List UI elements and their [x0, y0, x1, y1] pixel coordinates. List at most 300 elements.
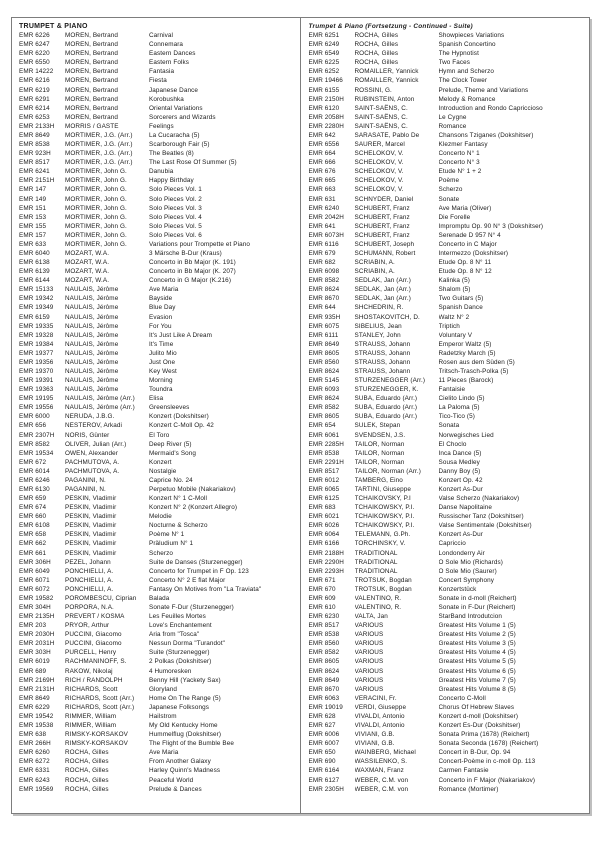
piece-title: It's Time — [149, 340, 174, 348]
catalog-number: EMR 157 — [19, 231, 47, 239]
list-item — [19, 340, 297, 349]
catalog-number: EMR 2290H — [308, 558, 344, 566]
piece-title: Konzert Op. 42 — [438, 476, 483, 484]
list-item — [309, 521, 587, 530]
piece-title: Valse Sentimentale (Dokshitser) — [438, 522, 532, 530]
piece-title: Just One — [149, 358, 176, 366]
composer-name: MORTIMER, John G. — [65, 195, 127, 203]
catalog-number: EMR 19356 — [19, 358, 54, 366]
piece-title: Etude Op. 8 N° 11 — [438, 259, 492, 267]
composer-name: VIVIANI, G.B. — [354, 731, 395, 739]
piece-title: Sorcerers and Wizards — [149, 113, 216, 121]
list-item — [19, 276, 297, 285]
piece-title: Concerto in Bb Major (K. 207) — [149, 268, 236, 276]
list-item — [309, 485, 587, 494]
piece-title: Chorus Of Hebrew Slaves — [438, 703, 515, 711]
composer-name: MORTIMER, John G. — [65, 204, 127, 212]
catalog-number: EMR 6065 — [308, 486, 340, 493]
list-item — [309, 721, 587, 730]
list-item — [309, 322, 587, 331]
composer-name: RAKOW, Nikolaj — [65, 667, 113, 675]
composer-name: ROCHA, Gilles — [65, 776, 109, 784]
composer-name: STURZENEGGER, K. — [354, 386, 419, 394]
composer-name: STRAUSS, Johann — [354, 367, 411, 375]
composer-name: NAULAIS, Jérôme — [65, 304, 119, 312]
composer-name: SVENDSEN, J.S. — [354, 431, 406, 439]
piece-title: Hymn and Scherzo — [438, 68, 495, 76]
composer-name: PESKIN, Vladimir — [65, 504, 117, 512]
piece-title: La Paloma (5) — [438, 404, 480, 412]
composer-name: TELEMANN, G.Ph. — [354, 531, 411, 539]
catalog-number: EMR 8605 — [308, 413, 340, 421]
catalog-number: EMR 19349 — [19, 304, 54, 312]
composer-name: MORTIMER, John G. — [65, 186, 127, 194]
composer-name: SAINT-SAËNS, C. — [354, 122, 408, 130]
list-item — [309, 639, 587, 648]
catalog-number: EMR 633 — [19, 240, 47, 248]
catalog-number: EMR 6247 — [19, 41, 50, 49]
list-item — [309, 67, 587, 76]
piece-title: Toundra — [149, 386, 173, 394]
composer-name: RIMSKY-KORSAKOV — [65, 740, 128, 748]
list-item — [19, 549, 297, 558]
composer-name: SCRIABIN, A. — [354, 268, 395, 276]
piece-title: Concerto C-Moll — [438, 694, 486, 702]
piece-title: For You — [149, 322, 172, 330]
composer-name: MOZART, W.A. — [65, 277, 110, 285]
list-item — [19, 739, 297, 748]
list-item — [309, 549, 587, 558]
list-item — [19, 349, 297, 358]
catalog-number: EMR 8582 — [308, 649, 340, 657]
catalog-number: EMR 19534 — [19, 449, 54, 457]
list-item — [19, 303, 297, 312]
composer-name: TRADITIONAL — [354, 567, 398, 575]
catalog-number: EMR 19377 — [19, 349, 54, 357]
piece-title: Klezmer Fantasy — [438, 141, 488, 149]
piece-title: Triptich — [438, 322, 460, 330]
list-item — [309, 558, 587, 567]
composer-name: PESKIN, Vladimir — [65, 495, 117, 503]
list-item — [309, 49, 587, 58]
list-item — [19, 122, 297, 131]
catalog-number: EMR 2169H — [19, 676, 55, 684]
piece-title: Melodie — [149, 513, 172, 521]
composer-name: ROCHA, Gilles — [65, 767, 109, 775]
catalog-number: EMR 8582 — [308, 277, 340, 285]
composer-name: MOREN, Bertrand — [65, 95, 118, 103]
list-item — [309, 158, 587, 167]
composer-name: SEDLAK, Jan (Arr.) — [354, 277, 411, 285]
piece-title: Aria from "Tosca" — [149, 631, 200, 639]
piece-title: Waltz N° 2 — [438, 313, 470, 321]
piece-title: Capriccio — [438, 540, 466, 548]
composer-name: SCHUBERT, Joseph — [354, 240, 415, 248]
catalog-number: EMR 663 — [308, 186, 336, 194]
list-item — [309, 176, 587, 185]
piece-title: Konzert N° 1 C-Moll — [149, 495, 208, 503]
piece-title: Sonate in d-moll (Reichert) — [438, 594, 517, 602]
piece-title: Concerto N° 2 E flat Major — [149, 576, 226, 584]
list-item — [19, 748, 297, 757]
piece-title: Connemara — [149, 41, 184, 49]
list-item — [309, 240, 587, 249]
composer-name: PUCCINI, Giacomo — [65, 631, 122, 639]
piece-title: Carmen Fantasie — [438, 767, 489, 775]
piece-title: Greatest Hits Volume 1 (5) — [438, 622, 516, 630]
list-item — [309, 412, 587, 421]
composer-name: RIMMER, William — [65, 712, 117, 720]
list-item — [309, 730, 587, 739]
composer-name: WEBER, C.M. von — [354, 776, 409, 784]
piece-title: Benny Hill (Yackety Sax) — [149, 676, 221, 684]
catalog-number: EMR 6073H — [308, 231, 344, 239]
piece-title: Die Forelle — [438, 213, 471, 221]
piece-title: Romance (Mortimer) — [438, 785, 499, 793]
composer-name: NAULAIS, Jérôme — [65, 358, 119, 366]
catalog-number: EMR 6331 — [19, 767, 50, 775]
piece-title: Solo Pieces Vol. 4 — [149, 213, 202, 221]
piece-title: Danubia — [149, 168, 174, 176]
piece-title: Konzert d-moll (Dokshitser) — [438, 712, 519, 720]
piece-title: Fantaisie — [438, 386, 466, 394]
piece-title: Caprice No. 24 — [149, 476, 193, 484]
catalog-number: EMR 631 — [308, 195, 336, 203]
composer-name: PREVERT / KOSMA — [65, 613, 125, 621]
list-item — [309, 630, 587, 639]
catalog-number: EMR 2030H — [19, 631, 55, 639]
list-item — [309, 694, 587, 703]
catalog-number: EMR 682 — [308, 259, 336, 267]
catalog-number: EMR 6040 — [19, 249, 50, 257]
catalog-number: EMR 6214 — [19, 104, 50, 112]
list-item — [19, 113, 297, 122]
piece-title: Prelude, Theme and Variations — [438, 86, 529, 94]
composer-name: PURCELL, Henry — [65, 649, 117, 657]
list-item — [309, 285, 587, 294]
piece-title: Konzert As-Dur — [438, 486, 483, 493]
piece-title: El Choclo — [438, 440, 467, 448]
composer-name: PAGANINI, N. — [65, 476, 106, 484]
composer-name: NORIS, Günter — [65, 431, 110, 439]
piece-title: The Flight of the Bumble Bee — [149, 740, 234, 748]
catalog-number: EMR 19538 — [19, 722, 54, 730]
composer-name: NAULAIS, Jérôme (Arr.) — [65, 404, 135, 412]
composer-name: SCHUBERT, Franz — [354, 213, 410, 221]
piece-title: Solo Pieces Vol. 1 — [149, 186, 202, 194]
list-item — [19, 485, 297, 494]
piece-title: Japanese Folksongs — [149, 703, 209, 711]
list-item — [309, 149, 587, 158]
list-item — [19, 322, 297, 331]
piece-title: Rosen aus dem Süden (5) — [438, 358, 515, 366]
piece-title: Norwegisches Lied — [438, 431, 494, 439]
composer-name: TROTSUK, Bogdan — [354, 576, 412, 584]
piece-title: Japanese Dance — [149, 86, 199, 94]
composer-name: NAULAIS, Jérôme — [65, 349, 119, 357]
piece-title: The Clock Tower — [438, 77, 488, 85]
list-item — [309, 331, 587, 340]
list-item — [19, 630, 297, 639]
piece-title: Home On The Range (5) — [149, 694, 221, 702]
composer-name: ROSSINI, G. — [354, 86, 392, 94]
catalog-number: EMR 19195 — [19, 395, 54, 403]
composer-name: NAULAIS, Jérôme — [65, 286, 119, 294]
composer-name: PESKIN, Vladimir — [65, 513, 117, 521]
piece-title: Konzert N° 2 (Konzert Allegro) — [149, 504, 238, 512]
piece-title: Voluntary V — [438, 331, 473, 339]
catalog-number: EMR 155 — [19, 222, 47, 230]
list-item — [309, 195, 587, 204]
list-item — [309, 394, 587, 403]
catalog-number: EMR 671 — [308, 576, 336, 584]
catalog-number: EMR 690 — [308, 758, 336, 766]
piece-title: StarBand Introdutcion — [438, 613, 502, 621]
catalog-number: EMR 2188H — [308, 549, 344, 557]
composer-name: MOREN, Bertrand — [65, 113, 118, 121]
piece-title: Ave Maria — [149, 286, 179, 294]
catalog-number: EMR 6226 — [19, 32, 50, 40]
catalog-number: EMR 642 — [308, 131, 336, 139]
composer-name: RICHARDS, Scott (Arr.) — [65, 703, 135, 711]
piece-title: Korobushka — [149, 95, 184, 103]
piece-title: Greensleeves — [149, 404, 190, 412]
composer-name: ROCHA, Gilles — [354, 32, 399, 40]
composer-name: ROMAILLER, Yannick — [354, 77, 419, 85]
piece-title: Suite (Sturzenegger) — [149, 649, 210, 657]
list-item — [309, 539, 587, 548]
catalog-number: EMR 6249 — [308, 41, 340, 49]
catalog-number: EMR 6000 — [19, 413, 50, 421]
catalog-number: EMR 8560 — [308, 358, 340, 366]
catalog-number: EMR 8605 — [308, 349, 340, 357]
composer-name: MORTIMER, John G. — [65, 177, 127, 185]
piece-title: Solo Pieces Vol. 2 — [149, 195, 202, 203]
catalog-number: EMR 6007 — [308, 740, 340, 748]
catalog-number: EMR 638 — [19, 731, 47, 739]
piece-title: Melody & Romance — [438, 95, 496, 103]
composer-name: TORCHINSKY, V. — [354, 540, 406, 548]
right-column-header: Trumpet & Piano (Fortsetzung - Continued - Suite) — [308, 23, 473, 30]
catalog-number: EMR 8624 — [308, 367, 340, 375]
composer-name: OLIVER, Julian (Arr.) — [65, 440, 127, 448]
list-item — [309, 431, 587, 440]
catalog-number: EMR 6166 — [308, 540, 340, 548]
catalog-number: EMR 6006 — [308, 731, 340, 739]
catalog-number: EMR 19466 — [308, 77, 343, 85]
piece-title: Hailstrom — [149, 712, 177, 720]
left-column-rows — [19, 31, 297, 794]
composer-name: SUBA, Eduardo (Arr.) — [354, 395, 418, 403]
list-item — [19, 657, 297, 666]
list-item — [19, 167, 297, 176]
composer-name: SHOSTAKOVITCH, D. — [354, 313, 420, 321]
catalog-number: EMR 6019 — [19, 658, 50, 666]
composer-name: TAILOR, Norman (Arr.) — [354, 467, 421, 475]
list-item — [309, 421, 587, 430]
list-item — [19, 639, 297, 648]
piece-title: Danny Boy (5) — [438, 467, 481, 475]
composer-name: STRAUSS, Johann — [354, 340, 411, 348]
list-item — [19, 431, 297, 440]
catalog-page-box — [11, 17, 590, 814]
piece-title: Sonate in F-Dur (Reichert) — [438, 604, 516, 612]
catalog-number: EMR 6159 — [19, 313, 50, 321]
catalog-number: EMR 664 — [308, 150, 336, 158]
catalog-number: EMR 689 — [19, 667, 47, 675]
list-item — [19, 158, 297, 167]
list-item — [309, 86, 587, 95]
piece-title: Deep River (5) — [149, 440, 192, 448]
list-item — [19, 294, 297, 303]
catalog-number: EMR 8560 — [308, 640, 340, 648]
list-item — [19, 721, 297, 730]
piece-title: Greatest Hits Volume 6 (5) — [438, 667, 516, 675]
composer-name: VARIOUS — [354, 640, 384, 648]
catalog-number: EMR 6021 — [308, 513, 340, 521]
composer-name: STRAUSS, Johann — [354, 349, 411, 357]
piece-title: Impromptu Op. 90 N° 3 (Dokshitser) — [438, 222, 544, 230]
list-item — [309, 766, 587, 775]
catalog-number: EMR 8517 — [19, 159, 50, 167]
catalog-number: EMR 2291H — [308, 458, 344, 466]
piece-title: Konzert As-Dur — [438, 531, 483, 539]
composer-name: SAURER, Marcel — [354, 141, 405, 149]
piece-title: Hummelflug (Dokshitser) — [149, 731, 222, 739]
catalog-number: EMR 2031H — [19, 640, 55, 648]
catalog-number: EMR 6108 — [19, 522, 50, 530]
piece-title: Sonata Prima (1678) (Reichert) — [438, 731, 530, 739]
piece-title: Sonata Seconda (1678) (Reichert) — [438, 740, 539, 748]
piece-title: Kalinka (5) — [438, 277, 470, 285]
piece-title: Feelings — [149, 122, 174, 130]
composer-name: ROCHA, Gilles — [65, 749, 109, 757]
list-item — [309, 530, 587, 539]
catalog-number: EMR 6075 — [308, 322, 340, 330]
list-item — [19, 776, 297, 785]
piece-title: Konzert C-Moll Op. 42 — [149, 422, 214, 430]
list-item — [19, 512, 297, 521]
composer-name: PESKIN, Vladimir — [65, 540, 117, 548]
composer-name: MOZART, W.A. — [65, 259, 110, 267]
catalog-number: EMR 6138 — [19, 259, 50, 267]
catalog-number: EMR 8582 — [19, 440, 50, 448]
composer-name: ROCHA, Gilles — [354, 41, 399, 49]
composer-name: POROMBESCU, Ciprian — [65, 594, 137, 602]
composer-name: MOZART, W.A. — [65, 249, 110, 257]
piece-title: Nocturne & Scherzo — [149, 522, 208, 530]
composer-name: TCHAIKOWSKY, P.I. — [354, 504, 415, 512]
list-item — [309, 185, 587, 194]
piece-title: Two Guitars (5) — [438, 295, 484, 303]
composer-name: TCHAIKOWSKY, P.I. — [354, 522, 415, 530]
list-item — [309, 739, 587, 748]
piece-title: Emperor Waltz (5) — [438, 340, 492, 348]
list-item — [19, 621, 297, 630]
composer-name: VIVALDI, Antonio — [354, 712, 405, 720]
list-item — [19, 558, 297, 567]
catalog-number: EMR 6556 — [308, 141, 340, 149]
list-item — [19, 222, 297, 231]
catalog-number: EMR 660 — [19, 513, 47, 521]
catalog-number: EMR 627 — [308, 722, 336, 730]
composer-name: NAULAIS, Jérôme — [65, 295, 119, 303]
composer-name: TAILOR, Norman — [354, 440, 405, 448]
list-item — [19, 394, 297, 403]
piece-title: Radetzky March (5) — [438, 349, 496, 357]
list-item — [19, 530, 297, 539]
catalog-number: EMR 610 — [308, 604, 336, 612]
list-item — [309, 621, 587, 630]
piece-title: Russischer Tanz (Dokshitser) — [438, 513, 524, 521]
list-item — [19, 685, 297, 694]
right-column-rows — [309, 31, 587, 794]
catalog-number: EMR 644 — [308, 304, 336, 312]
list-item — [19, 367, 297, 376]
composer-name: TCHAIKOWSKY, P.I. — [354, 513, 415, 521]
list-item — [19, 503, 297, 512]
composer-name: NAULAIS, Jérôme — [65, 386, 119, 394]
catalog-number: EMR 6220 — [19, 50, 50, 58]
list-item — [19, 412, 297, 421]
piece-title: Greatest Hits Volume 7 (5) — [438, 676, 516, 684]
list-item — [309, 512, 587, 521]
list-item — [309, 503, 587, 512]
piece-title: Concerto in C Major — [438, 240, 497, 248]
catalog-number: EMR 6252 — [308, 68, 340, 76]
catalog-number: EMR 6241 — [19, 168, 50, 176]
left-column — [12, 18, 301, 813]
catalog-number: EMR 2131H — [19, 685, 55, 693]
piece-title: Greatest Hits Volume 5 (5) — [438, 658, 516, 666]
list-item — [309, 303, 587, 312]
piece-title: Serenade D 957 N° 4 — [438, 231, 501, 239]
catalog-number: EMR 654 — [308, 422, 336, 430]
catalog-number: EMR 6219 — [19, 86, 50, 94]
composer-name: SCHELOKOV, V. — [354, 159, 404, 167]
composer-name: SCRIABIN, A. — [354, 259, 395, 267]
piece-title: El Toro — [149, 431, 170, 439]
list-item — [19, 313, 297, 322]
catalog-number: EMR 674 — [19, 504, 47, 512]
composer-name: PESKIN, Vladimir — [65, 531, 117, 539]
composer-name: PRYOR, Arthur — [65, 622, 110, 630]
list-item — [309, 612, 587, 621]
composer-name: MORTIMER, John G. — [65, 213, 127, 221]
piece-title: Spanish Concertino — [438, 41, 496, 49]
catalog-number: EMR 6155 — [308, 86, 340, 94]
list-item — [19, 494, 297, 503]
composer-name: RUBINSTEIN, Anton — [354, 95, 415, 103]
composer-name: ROCHA, Gilles — [354, 50, 399, 58]
composer-name: VALTA, Jan — [354, 613, 388, 621]
catalog-number: EMR 6246 — [19, 476, 50, 484]
catalog-number: EMR 19328 — [19, 331, 54, 339]
catalog-number: EMR 266H — [19, 740, 51, 748]
catalog-number: EMR 8538 — [308, 631, 340, 639]
catalog-number: EMR 2305H — [308, 785, 344, 793]
composer-name: STURZENEGGER (Arr.) — [354, 377, 426, 385]
list-item — [19, 576, 297, 585]
list-item — [309, 267, 587, 276]
composer-name: MORTIMER, J.G. (Arr.) — [65, 131, 133, 139]
catalog-number: EMR 676 — [308, 168, 336, 176]
catalog-number: EMR 2058H — [308, 113, 344, 121]
list-item — [309, 648, 587, 657]
list-item — [19, 440, 297, 449]
composer-name: MORTIMER, John G. — [65, 168, 127, 176]
list-item — [19, 667, 297, 676]
